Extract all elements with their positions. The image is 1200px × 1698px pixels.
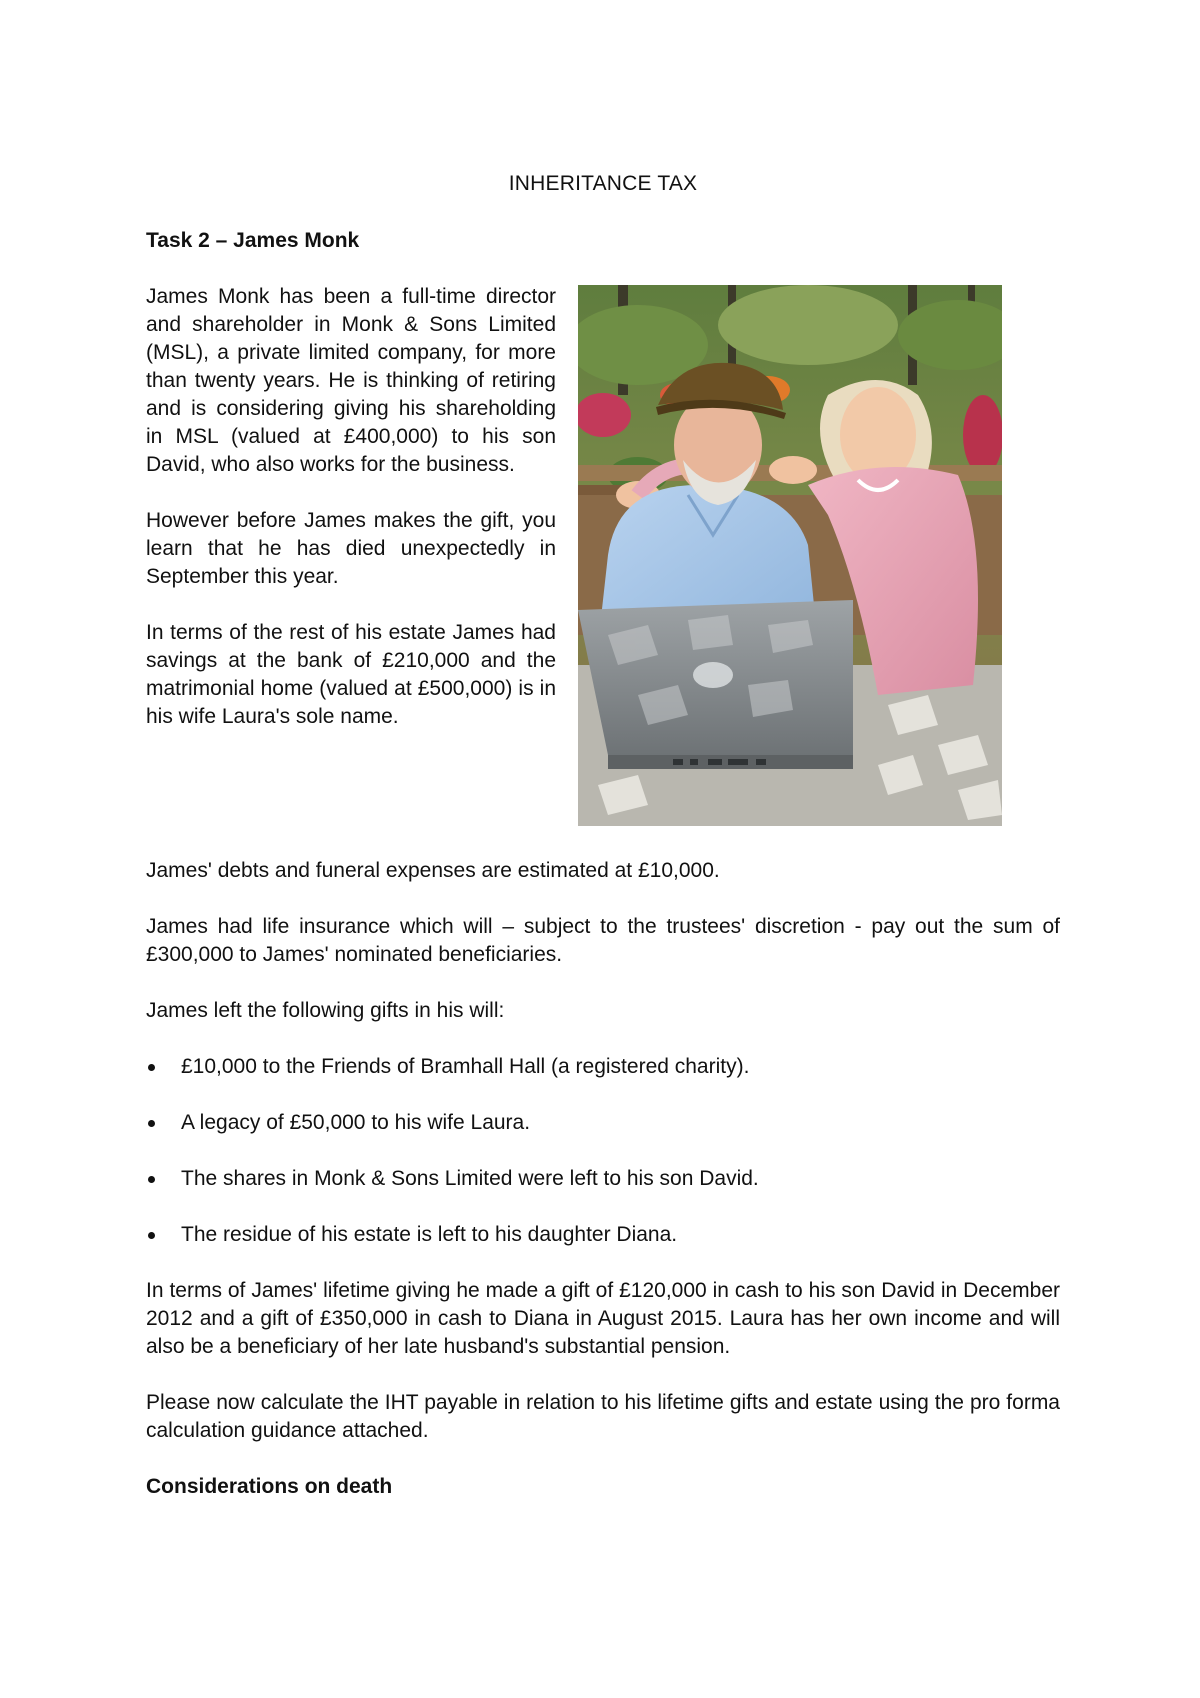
elderly-couple-laptop-photo xyxy=(578,285,1002,826)
paragraph-will-intro: James left the following gifts in his will: xyxy=(146,999,505,1022)
paragraph-debts: James' debts and funeral expenses are estimated at £10,000. xyxy=(146,859,720,882)
intro-column xyxy=(146,283,556,759)
paragraph-lifetime-gifts: In terms of James' lifetime giving he made a gift of £120,000 in cash to his son David in December 2012 and a gift of £350,000 in cash to Diana in August 2015. Laura has her own income and will also be a beneficiary of her late husband's substantial pension. xyxy=(146,1279,1060,1358)
bullet-icon xyxy=(148,1120,155,1127)
intro-paragraph-1: James Monk has been a full-time director and shareholder in Monk & Sons Limited (MSL), a private limited company, for more than twenty years. He is thinking of retiring and is considering giving his shareholding in MSL (valued at £400,000) to his son David, who also works for the business. xyxy=(146,285,556,476)
section-heading: Considerations on death xyxy=(146,1475,393,1498)
intro-paragraph-3: In terms of the rest of his estate James had savings at the bank of £210,000 and the matrimonial home (valued at £500,000) is in his wife Laura's sole name. xyxy=(146,621,556,728)
will-gift-text: A legacy of £50,000 to his wife Laura. xyxy=(181,1111,531,1134)
list-item xyxy=(146,1053,1060,1081)
bullet-icon xyxy=(148,1176,155,1183)
task-heading: Task 2 – James Monk xyxy=(146,229,360,252)
will-gift-text: The residue of his estate is left to his daughter Diana. xyxy=(181,1223,678,1246)
list-item xyxy=(146,1165,1060,1193)
list-item xyxy=(146,1221,1060,1249)
will-gift-text: £10,000 to the Friends of Bramhall Hall (a registered charity). xyxy=(181,1055,750,1078)
body-text xyxy=(146,857,1060,1501)
bullet-icon xyxy=(148,1064,155,1071)
paragraph-instruction: Please now calculate the IHT payable in relation to his lifetime gifts and estate using the pro forma calculation guidance attached. xyxy=(146,1391,1060,1442)
will-gift-text: The shares in Monk & Sons Limited were left to his son David. xyxy=(181,1167,759,1190)
document-title: INHERITANCE TAX xyxy=(508,172,698,195)
paragraph-insurance: James had life insurance which will – subject to the trustees' discretion - pay out the sum of £300,000 to James' nominated beneficiaries. xyxy=(146,915,1060,966)
will-gifts-list xyxy=(146,1053,1060,1249)
list-item xyxy=(146,1109,1060,1137)
bullet-icon xyxy=(148,1232,155,1239)
intro-paragraph-2: However before James makes the gift, you learn that he has died unexpectedly in September this year. xyxy=(146,509,556,588)
